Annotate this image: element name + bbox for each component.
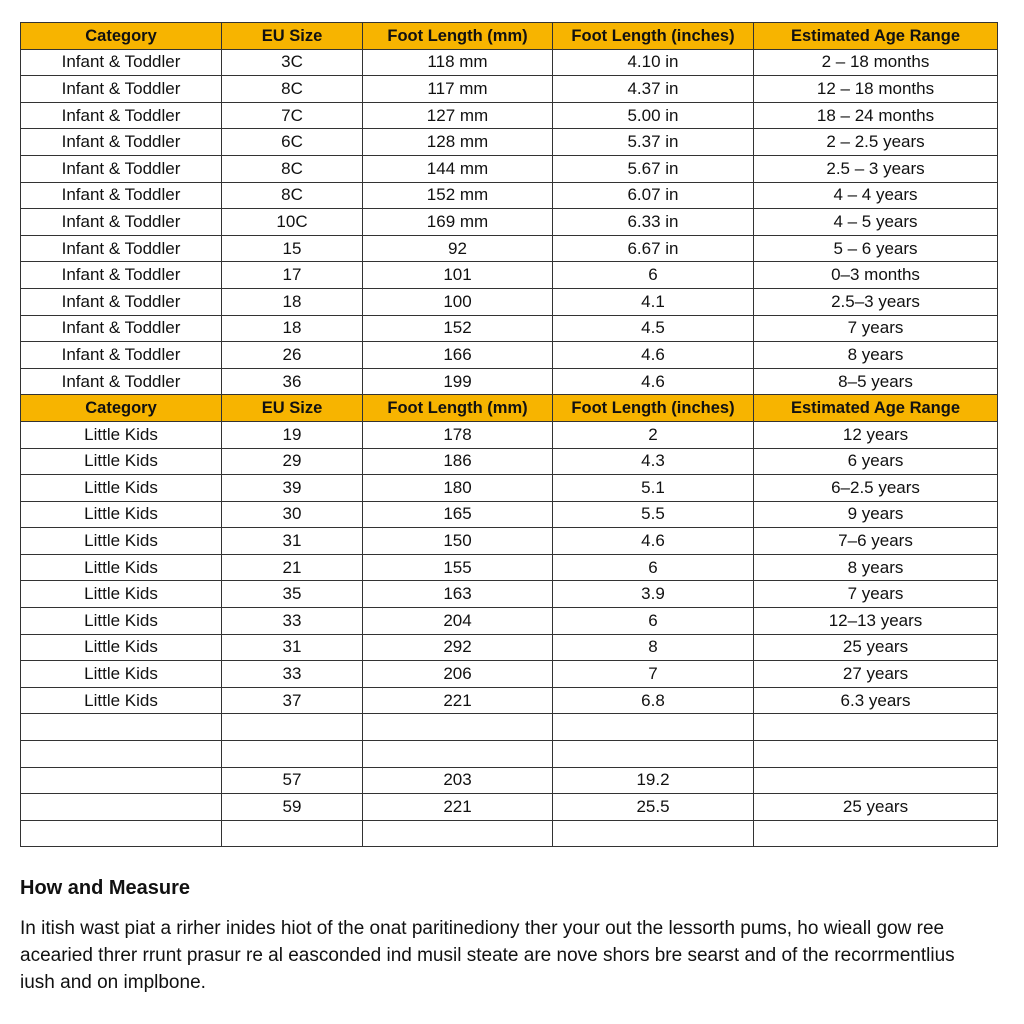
category-cell: Infant & Toddler xyxy=(21,368,222,395)
header-foot-length-mm: Foot Length (mm) xyxy=(363,23,553,50)
foot-length-inches-cell: 6 xyxy=(553,608,754,635)
foot-length-inches-cell: 7 xyxy=(553,661,754,688)
eu-size-cell: 29 xyxy=(222,448,363,475)
category-cell: Infant & Toddler xyxy=(21,182,222,209)
foot-length-inches-cell: 6 xyxy=(553,554,754,581)
category-cell: Infant & Toddler xyxy=(21,315,222,342)
age-range-cell: 2.5–3 years xyxy=(754,288,998,315)
foot-length-inches-cell: 4.3 xyxy=(553,448,754,475)
eu-size-cell: 33 xyxy=(222,661,363,688)
age-range-cell: 5 – 6 years xyxy=(754,235,998,262)
header-age-range: Estimated Age Range xyxy=(754,23,998,50)
section-title: How and Measure xyxy=(20,877,191,899)
foot-length-mm-cell: 127 mm xyxy=(363,102,553,129)
header-eu-size: EU Size xyxy=(222,23,363,50)
age-range-cell: 12–13 years xyxy=(754,608,998,635)
table-row xyxy=(21,262,998,289)
foot-length-mm-cell: 144 mm xyxy=(363,155,553,182)
age-range-cell xyxy=(754,714,998,741)
eu-size-cell xyxy=(222,820,363,847)
foot-length-inches-cell: 4.5 xyxy=(553,315,754,342)
age-range-cell: 0–3 months xyxy=(754,262,998,289)
foot-length-inches-cell: 3.9 xyxy=(553,581,754,608)
table-row xyxy=(21,155,998,182)
table-row xyxy=(21,49,998,76)
category-cell: Infant & Toddler xyxy=(21,155,222,182)
eu-size-cell: 39 xyxy=(222,475,363,502)
table-row xyxy=(21,209,998,236)
eu-size-cell: 37 xyxy=(222,687,363,714)
table-row xyxy=(21,581,998,608)
table-header-row xyxy=(21,23,998,50)
foot-length-inches-cell: 4.6 xyxy=(553,342,754,369)
eu-size-cell: 26 xyxy=(222,342,363,369)
table-row xyxy=(21,714,998,741)
table-row xyxy=(21,475,998,502)
foot-length-mm-cell: 186 xyxy=(363,448,553,475)
eu-size-cell: 6C xyxy=(222,129,363,156)
category-cell: Little Kids xyxy=(21,475,222,502)
age-range-cell xyxy=(754,820,998,847)
foot-length-inches-cell xyxy=(553,741,754,768)
table-row xyxy=(21,342,998,369)
foot-length-mm-cell: 204 xyxy=(363,608,553,635)
category-cell: Little Kids xyxy=(21,634,222,661)
foot-length-mm-cell: 152 mm xyxy=(363,182,553,209)
age-range-cell: 6–2.5 years xyxy=(754,475,998,502)
foot-length-mm-cell: 100 xyxy=(363,288,553,315)
table-row xyxy=(21,288,998,315)
foot-length-inches-cell: 6 xyxy=(553,262,754,289)
eu-size-cell: 36 xyxy=(222,368,363,395)
table-row xyxy=(21,741,998,768)
foot-length-inches-cell: 5.00 in xyxy=(553,102,754,129)
table-header-row xyxy=(21,395,998,422)
header-foot-length-mm: Foot Length (mm) xyxy=(363,395,553,422)
foot-length-mm-cell: 165 xyxy=(363,501,553,528)
eu-size-cell: 8C xyxy=(222,155,363,182)
category-cell xyxy=(21,767,222,794)
eu-size-cell: 59 xyxy=(222,794,363,821)
eu-size-cell: 33 xyxy=(222,608,363,635)
age-range-cell: 7 years xyxy=(754,315,998,342)
foot-length-mm-cell: 292 xyxy=(363,634,553,661)
category-cell: Little Kids xyxy=(21,661,222,688)
category-cell: Little Kids xyxy=(21,448,222,475)
table-row xyxy=(21,421,998,448)
age-range-cell: 8 years xyxy=(754,554,998,581)
eu-size-cell: 18 xyxy=(222,288,363,315)
age-range-cell: 2.5 – 3 years xyxy=(754,155,998,182)
header-eu-size: EU Size xyxy=(222,395,363,422)
foot-length-mm-cell: 206 xyxy=(363,661,553,688)
table-row xyxy=(21,76,998,103)
foot-length-mm-cell: 155 xyxy=(363,554,553,581)
foot-length-mm-cell: 180 xyxy=(363,475,553,502)
age-range-cell: 6.3 years xyxy=(754,687,998,714)
table-row xyxy=(21,501,998,528)
age-range-cell: 25 years xyxy=(754,634,998,661)
age-range-cell: 12 years xyxy=(754,421,998,448)
eu-size-cell: 3C xyxy=(222,49,363,76)
table-row xyxy=(21,820,998,847)
age-range-cell: 27 years xyxy=(754,661,998,688)
header-age-range: Estimated Age Range xyxy=(754,395,998,422)
age-range-cell: 8–5 years xyxy=(754,368,998,395)
table-row xyxy=(21,182,998,209)
foot-length-inches-cell: 6.33 in xyxy=(553,209,754,236)
category-cell: Little Kids xyxy=(21,554,222,581)
foot-length-mm-cell: 166 xyxy=(363,342,553,369)
header-category: Category xyxy=(21,395,222,422)
category-cell: Infant & Toddler xyxy=(21,262,222,289)
second-header-group xyxy=(21,395,998,422)
category-cell: Infant & Toddler xyxy=(21,209,222,236)
foot-length-mm-cell: 221 xyxy=(363,687,553,714)
foot-length-inches-cell: 6.8 xyxy=(553,687,754,714)
table-row xyxy=(21,368,998,395)
age-range-cell: 12 – 18 months xyxy=(754,76,998,103)
foot-length-mm-cell: 118 mm xyxy=(363,49,553,76)
age-range-cell xyxy=(754,741,998,768)
foot-length-mm-cell: 221 xyxy=(363,794,553,821)
foot-length-inches-cell: 6.07 in xyxy=(553,182,754,209)
eu-size-cell: 21 xyxy=(222,554,363,581)
age-range-cell: 2 – 2.5 years xyxy=(754,129,998,156)
table-row xyxy=(21,687,998,714)
table-row xyxy=(21,661,998,688)
foot-length-mm-cell: 92 xyxy=(363,235,553,262)
category-cell: Infant & Toddler xyxy=(21,342,222,369)
category-cell: Little Kids xyxy=(21,421,222,448)
category-cell xyxy=(21,714,222,741)
eu-size-cell: 35 xyxy=(222,581,363,608)
eu-size-cell: 15 xyxy=(222,235,363,262)
category-cell: Little Kids xyxy=(21,608,222,635)
category-cell xyxy=(21,741,222,768)
age-range-cell: 2 – 18 months xyxy=(754,49,998,76)
header-category: Category xyxy=(21,23,222,50)
foot-length-inches-cell xyxy=(553,714,754,741)
foot-length-mm-cell: 152 xyxy=(363,315,553,342)
foot-length-inches-cell: 4.6 xyxy=(553,368,754,395)
shoe-size-table xyxy=(20,22,998,847)
header-foot-length-inches: Foot Length (inches) xyxy=(553,23,754,50)
foot-length-inches-cell: 4.6 xyxy=(553,528,754,555)
table-row xyxy=(21,767,998,794)
foot-length-mm-cell xyxy=(363,741,553,768)
foot-length-inches-cell: 19.2 xyxy=(553,767,754,794)
eu-size-cell: 19 xyxy=(222,421,363,448)
foot-length-inches-cell: 5.5 xyxy=(553,501,754,528)
eu-size-cell: 18 xyxy=(222,315,363,342)
foot-length-mm-cell: 178 xyxy=(363,421,553,448)
category-cell: Little Kids xyxy=(21,581,222,608)
table-row xyxy=(21,448,998,475)
table-row xyxy=(21,528,998,555)
foot-length-inches-cell: 5.1 xyxy=(553,475,754,502)
little-kids-section xyxy=(21,421,998,847)
infant-toddler-section xyxy=(21,49,998,395)
table-row xyxy=(21,235,998,262)
age-range-cell: 18 – 24 months xyxy=(754,102,998,129)
eu-size-cell xyxy=(222,741,363,768)
age-range-cell: 7 years xyxy=(754,581,998,608)
foot-length-inches-cell: 6.67 in xyxy=(553,235,754,262)
eu-size-cell: 17 xyxy=(222,262,363,289)
eu-size-cell: 7C xyxy=(222,102,363,129)
header-foot-length-inches: Foot Length (inches) xyxy=(553,395,754,422)
category-cell: Infant & Toddler xyxy=(21,76,222,103)
foot-length-mm-cell: 117 mm xyxy=(363,76,553,103)
foot-length-mm-cell: 163 xyxy=(363,581,553,608)
foot-length-inches-cell: 5.37 in xyxy=(553,129,754,156)
foot-length-inches-cell: 4.1 xyxy=(553,288,754,315)
category-cell: Infant & Toddler xyxy=(21,129,222,156)
foot-length-mm-cell xyxy=(363,714,553,741)
foot-length-inches-cell xyxy=(553,820,754,847)
eu-size-cell: 30 xyxy=(222,501,363,528)
foot-length-inches-cell: 4.10 in xyxy=(553,49,754,76)
category-cell: Infant & Toddler xyxy=(21,49,222,76)
age-range-cell: 7–6 years xyxy=(754,528,998,555)
body-paragraph: In itish wast piat a rirher inides hiot of the onat paritinediony ther your out the lessorth pums, ho wieall gow ree acearied threr rrunt prasur re al easconded ind musil steate are nove shors bre searst and of the recorrmentlius iush and on implbone. xyxy=(20,918,955,993)
age-range-cell: 9 years xyxy=(754,501,998,528)
table-row xyxy=(21,608,998,635)
eu-size-cell: 8C xyxy=(222,182,363,209)
category-cell: Infant & Toddler xyxy=(21,235,222,262)
table-row xyxy=(21,634,998,661)
foot-length-mm-cell: 199 xyxy=(363,368,553,395)
eu-size-cell: 8C xyxy=(222,76,363,103)
foot-length-mm-cell xyxy=(363,820,553,847)
foot-length-inches-cell: 2 xyxy=(553,421,754,448)
age-range-cell: 4 – 4 years xyxy=(754,182,998,209)
table-row xyxy=(21,794,998,821)
foot-length-mm-cell: 128 mm xyxy=(363,129,553,156)
foot-length-mm-cell: 203 xyxy=(363,767,553,794)
age-range-cell: 8 years xyxy=(754,342,998,369)
foot-length-inches-cell: 8 xyxy=(553,634,754,661)
eu-size-cell: 57 xyxy=(222,767,363,794)
category-cell: Infant & Toddler xyxy=(21,288,222,315)
category-cell: Little Kids xyxy=(21,528,222,555)
table-row xyxy=(21,554,998,581)
eu-size-cell: 31 xyxy=(222,528,363,555)
table-row xyxy=(21,102,998,129)
table-row xyxy=(21,315,998,342)
foot-length-inches-cell: 25.5 xyxy=(553,794,754,821)
category-cell xyxy=(21,820,222,847)
category-cell: Little Kids xyxy=(21,501,222,528)
foot-length-inches-cell: 4.37 in xyxy=(553,76,754,103)
category-cell xyxy=(21,794,222,821)
foot-length-mm-cell: 150 xyxy=(363,528,553,555)
category-cell: Little Kids xyxy=(21,687,222,714)
age-range-cell xyxy=(754,767,998,794)
age-range-cell: 4 – 5 years xyxy=(754,209,998,236)
age-range-cell: 6 years xyxy=(754,448,998,475)
eu-size-cell: 10C xyxy=(222,209,363,236)
eu-size-cell: 31 xyxy=(222,634,363,661)
age-range-cell: 25 years xyxy=(754,794,998,821)
category-cell: Infant & Toddler xyxy=(21,102,222,129)
table-row xyxy=(21,129,998,156)
foot-length-inches-cell: 5.67 in xyxy=(553,155,754,182)
foot-length-mm-cell: 169 mm xyxy=(363,209,553,236)
eu-size-cell xyxy=(222,714,363,741)
foot-length-mm-cell: 101 xyxy=(363,262,553,289)
